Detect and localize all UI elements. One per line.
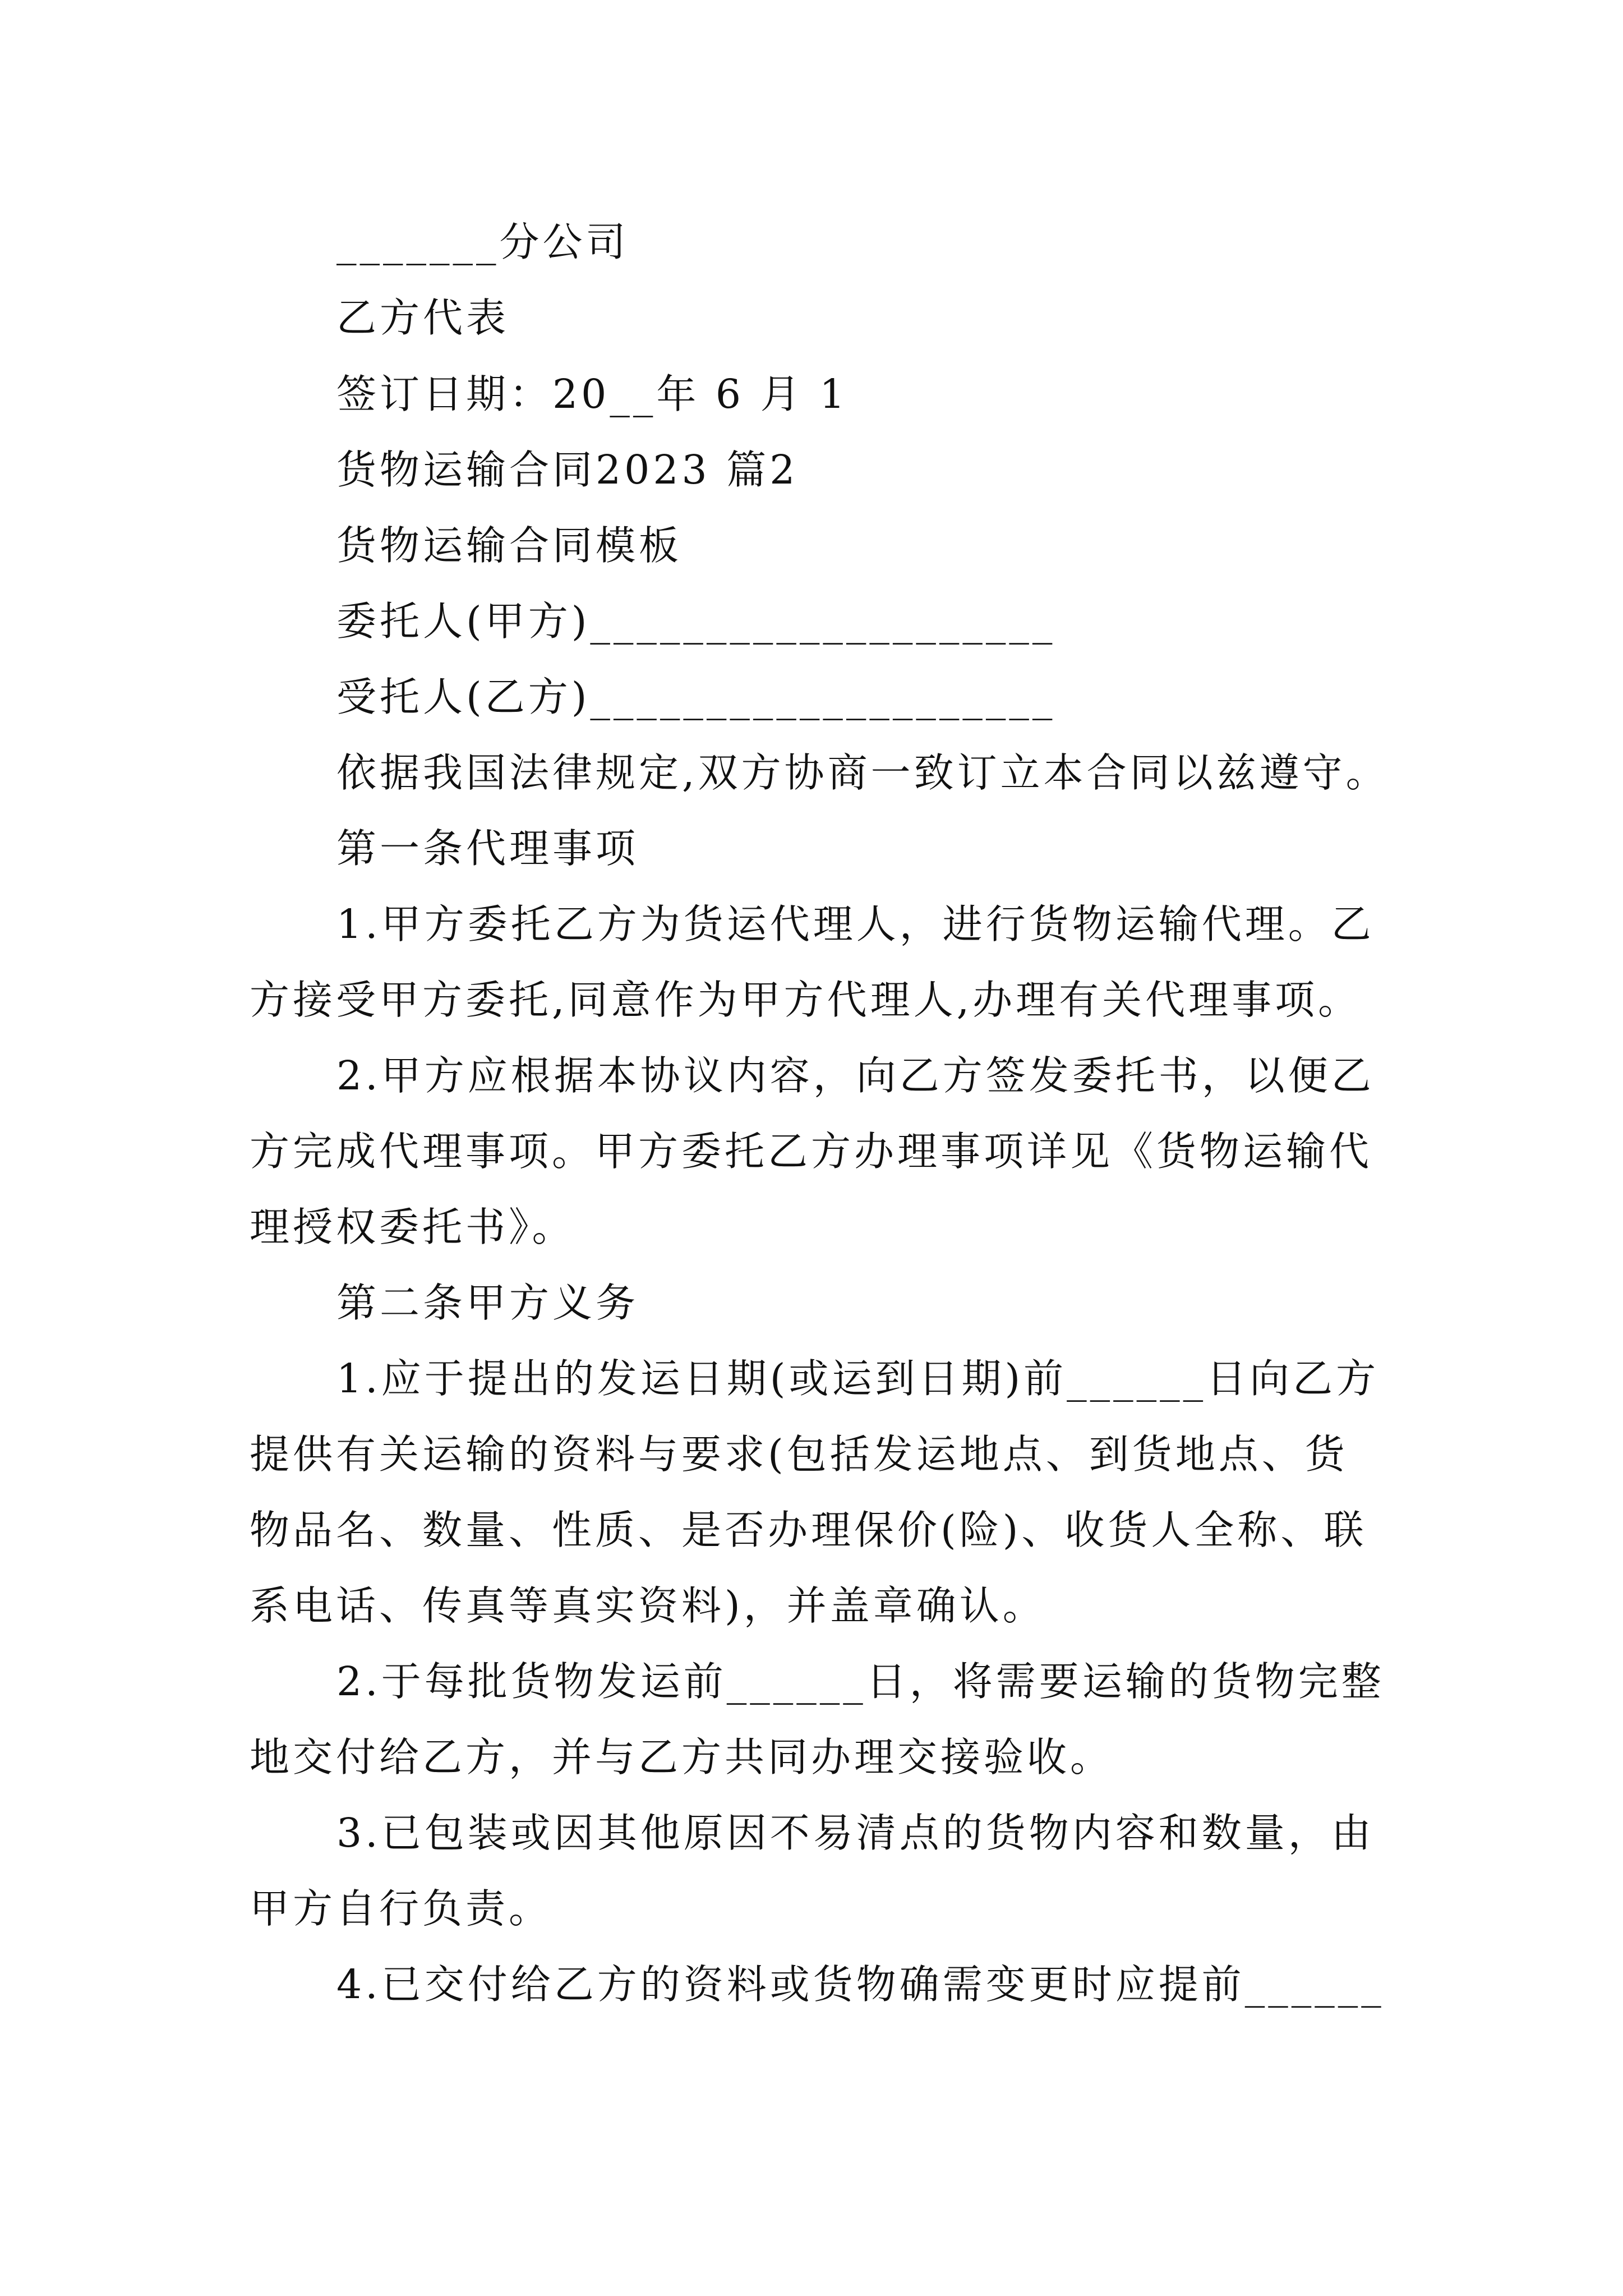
article-2-heading: 第二条甲方义务 — [336, 1280, 639, 1326]
article-2-item-1-line-3: 物品名、数量、性质、是否办理保价(险)、收货人全称、联 — [250, 1507, 1367, 1553]
party-b-representative: 乙方代表 — [336, 295, 510, 341]
article-1-heading: 第一条代理事项 — [336, 825, 639, 872]
article-1-item-1-line-2: 方接受甲方委托,同意作为甲方代理人,办理有关代理事项。 — [250, 977, 1362, 1023]
preamble: 依据我国法律规定,双方协商一致订立本合同以兹遵守。 — [336, 749, 1389, 796]
agent-party-b: 受托人(乙方)____________________ — [336, 674, 1056, 720]
section-heading: 货物运输合同2023 篇2 — [336, 447, 799, 493]
article-2-item-4-line-1: 4.已交付给乙方的资料或货物确需变更时应提前______ — [336, 1961, 1385, 2008]
article-2-item-3-line-1: 3.已包装或因其他原因不易清点的货物内容和数量，由 — [336, 1810, 1375, 1856]
contract-title: 货物运输合同模板 — [336, 522, 683, 569]
principal-party-a: 委托人(甲方)____________________ — [336, 598, 1056, 645]
article-2-item-1-line-1: 1.应于提出的发运日期(或运到日期)前______日向乙方 — [336, 1355, 1380, 1402]
article-1-item-2-line-2: 方完成代理事项。甲方委托乙方办理事项详见《货物运输代 — [250, 1128, 1373, 1175]
article-2-item-2-line-1: 2.于每批货物发运前______日，将需要运输的货物完整 — [336, 1658, 1385, 1705]
branch-company-line: _______分公司 — [336, 219, 629, 265]
article-2-item-2-line-2: 地交付给乙方，并与乙方共同办理交接验收。 — [250, 1734, 1114, 1780]
article-1-item-2-line-1: 2.甲方应根据本协议内容，向乙方签发委托书，以便乙 — [336, 1052, 1375, 1099]
article-2-item-3-line-2: 甲方自行负责。 — [250, 1885, 552, 1932]
article-1-item-1-line-1: 1.甲方委托乙方为货运代理人，进行货物运输代理。乙 — [336, 901, 1375, 947]
signing-date: 签订日期：20__年 6 月 1 — [336, 371, 849, 417]
article-2-item-1-line-4: 系电话、传真等真实资料)，并盖章确认。 — [250, 1582, 1046, 1629]
article-1-item-2-line-3: 理授权委托书》。 — [250, 1204, 575, 1250]
article-2-item-1-line-2: 提供有关运输的资料与要求(包括发运地点、到货地点、货 — [250, 1431, 1348, 1478]
